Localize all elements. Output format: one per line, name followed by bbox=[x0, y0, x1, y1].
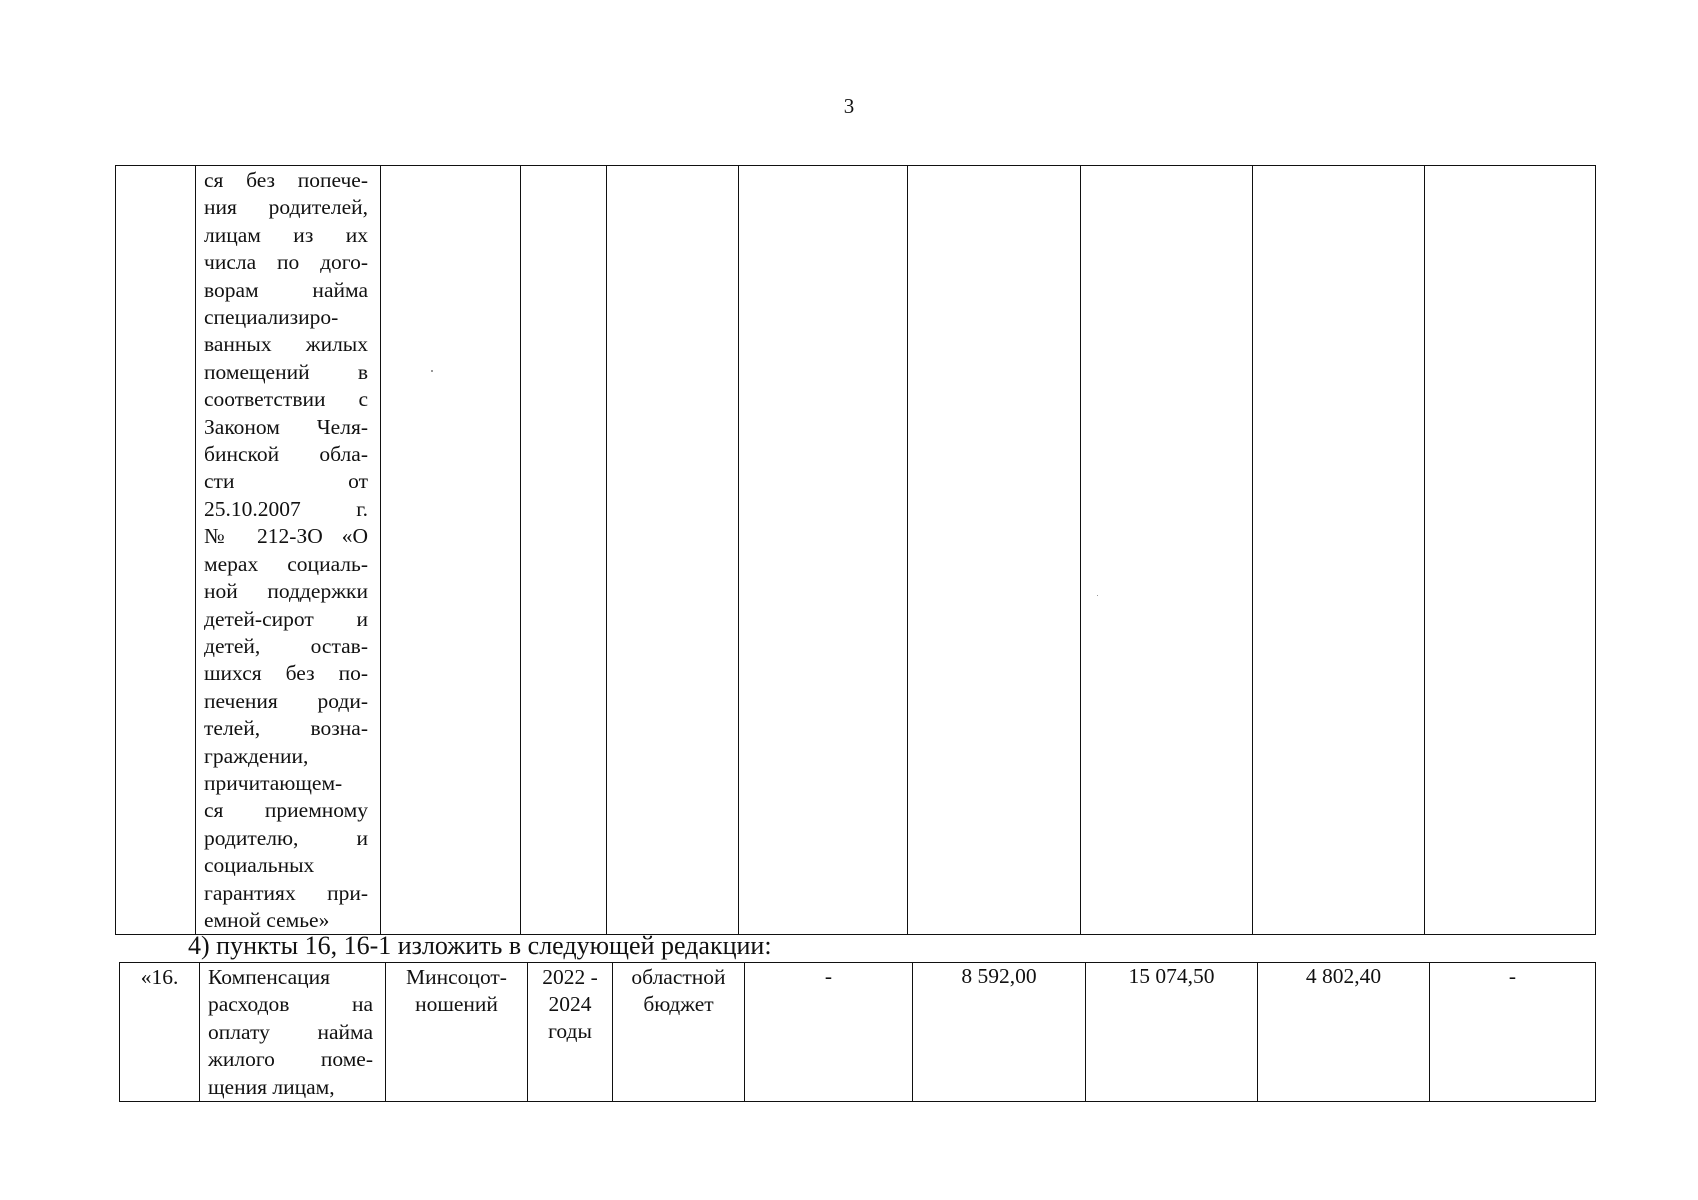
text-line: ношений bbox=[415, 992, 498, 1016]
scan-speck bbox=[1097, 595, 1098, 596]
text-line: № 212-ЗО «О bbox=[204, 524, 368, 549]
cell-amount bbox=[1086, 963, 1258, 1102]
text-line: шихся без по- bbox=[204, 661, 368, 686]
text-line: расходов на bbox=[208, 992, 373, 1017]
cell-amount bbox=[1258, 963, 1430, 1102]
amount-value: 8 592,00 bbox=[961, 964, 1037, 988]
scan-speck bbox=[431, 370, 433, 372]
item-number: «16. bbox=[140, 965, 179, 989]
text-line: мерах социаль- bbox=[204, 551, 368, 576]
text-line: помещений в bbox=[204, 359, 368, 384]
text-line: специализиро- bbox=[204, 305, 339, 330]
cell-number bbox=[116, 166, 196, 935]
cell-amount bbox=[745, 963, 913, 1102]
text-line: Законом Челя- bbox=[204, 414, 368, 439]
page-number: 3 bbox=[843, 94, 855, 118]
text-line: гарантиях при- bbox=[204, 880, 368, 905]
text-line: жилого поме- bbox=[208, 1047, 373, 1072]
period-text bbox=[528, 963, 612, 1045]
cell-amount bbox=[1430, 963, 1596, 1102]
amount-value: 4 802,40 bbox=[1305, 964, 1382, 988]
cell-source bbox=[607, 166, 739, 935]
cell-amount bbox=[739, 166, 908, 935]
cell-description bbox=[200, 963, 386, 1102]
program-table-item-16 bbox=[119, 962, 1596, 1102]
cell-amount bbox=[1425, 166, 1596, 935]
text-line: родителю, и bbox=[204, 825, 368, 850]
text-line: детей-сирот и bbox=[204, 606, 368, 631]
text-line: социальных bbox=[204, 853, 315, 878]
text-line: числа по дого- bbox=[204, 250, 368, 275]
description-text bbox=[200, 963, 385, 1101]
text-line: 2024 bbox=[548, 992, 592, 1016]
text-line: ворам найма bbox=[204, 277, 368, 302]
cell-amount bbox=[1253, 166, 1425, 935]
text-line: причитающем- bbox=[204, 770, 343, 795]
text-line: Минсоцот- bbox=[406, 965, 507, 989]
text-line: ния родителей, bbox=[204, 195, 368, 220]
cell-number bbox=[120, 963, 200, 1102]
text-line: 25.10.2007 г. bbox=[204, 496, 368, 521]
program-table-continuation bbox=[115, 165, 1596, 935]
executor-text bbox=[386, 963, 527, 1018]
text-line: ной поддержки bbox=[204, 579, 368, 604]
text-line: граждении, bbox=[204, 743, 309, 768]
amount-value: - bbox=[824, 964, 833, 988]
table-row bbox=[116, 166, 1596, 935]
cell-amount bbox=[1081, 166, 1253, 935]
cell-executor bbox=[386, 963, 528, 1102]
text-line: сти от bbox=[204, 469, 368, 494]
text-line: детей, остав- bbox=[204, 633, 368, 658]
cell-description bbox=[196, 166, 381, 935]
table-row bbox=[120, 963, 1596, 1102]
text-line: Компенсация bbox=[208, 965, 331, 989]
funding-source-text bbox=[613, 963, 744, 1018]
amount-value: 15 074,50 bbox=[1128, 964, 1215, 988]
text-line: лицам из их bbox=[204, 222, 368, 247]
text-line: оплату найма bbox=[208, 1019, 373, 1044]
text-line: бинской обла- bbox=[204, 442, 368, 467]
cell-amount bbox=[908, 166, 1081, 935]
description-text bbox=[196, 166, 380, 934]
text-line: ся приемному bbox=[204, 798, 368, 823]
cell-period bbox=[528, 963, 613, 1102]
text-line: областной bbox=[631, 965, 726, 989]
cell-executor bbox=[381, 166, 521, 935]
cell-amount bbox=[913, 963, 1086, 1102]
text-line: щения лицам, bbox=[208, 1074, 335, 1099]
section-heading: 4) пункты 16, 16-1 изложить в следующей редакции: bbox=[188, 931, 772, 960]
text-line: печения роди- bbox=[204, 688, 368, 713]
cell-period bbox=[521, 166, 607, 935]
text-line: 2022 - bbox=[542, 965, 598, 989]
amount-value: - bbox=[1508, 964, 1517, 988]
text-line: ванных жилых bbox=[204, 332, 368, 357]
text-line: телей, возна- bbox=[204, 716, 368, 741]
text-line: бюджет bbox=[643, 992, 714, 1016]
cell-source bbox=[613, 963, 745, 1102]
text-line: емной семье» bbox=[204, 907, 330, 932]
text-line: годы bbox=[548, 1019, 592, 1043]
text-line: соответствии с bbox=[204, 387, 368, 412]
text-line: ся без попече- bbox=[204, 168, 368, 192]
